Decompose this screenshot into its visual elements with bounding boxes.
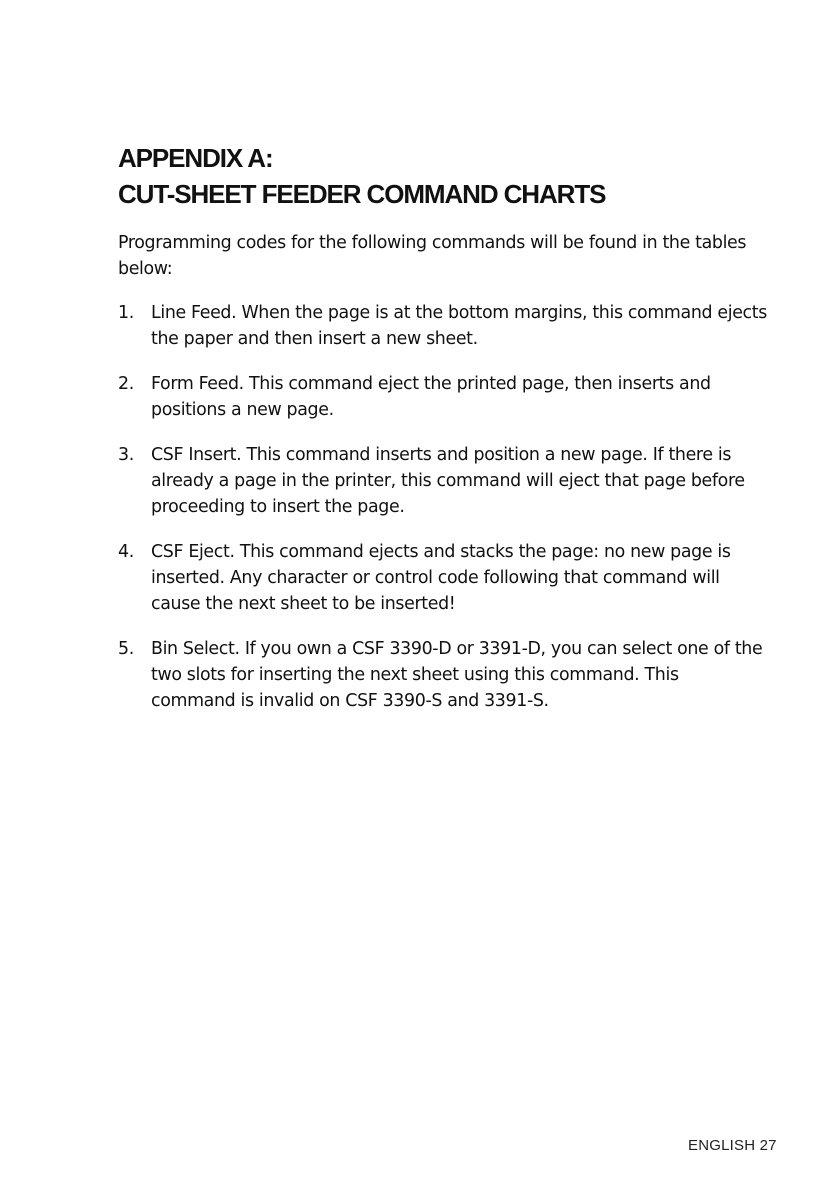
list-item [118,636,768,714]
list-item-text: CSF Insert. This command inserts and position a new page. If there is already a page in the printer, this command will eject that page before proceeding to insert the page. [151,445,745,517]
intro-paragraph: Programming codes for the following commands will be found in the tables below: [118,233,747,279]
command-list [118,300,768,733]
list-item-number: 1. [118,303,134,323]
list-item-number: 3. [118,445,134,465]
list-item-text: Line Feed. When the page is at the bottom margins, this command ejects the paper and then insert a new sheet. [151,303,767,349]
list-item [118,371,768,423]
heading-line-2: CUT-SHEET FEEDER COMMAND CHARTS [118,179,606,209]
list-item [118,442,768,520]
list-item-text: Form Feed. This command eject the printed page, then inserts and positions a new page. [151,374,711,420]
page-heading [118,140,605,212]
list-item [118,300,768,352]
heading-line-1: APPENDIX A: [118,143,273,173]
list-item [118,539,768,617]
page-footer [688,1137,777,1155]
list-item-number: 2. [118,374,134,394]
list-item-text: Bin Select. If you own a CSF 3390-D or 3391-D, you can select one of the two slots for inserting the next sheet using this command. This command is invalid on CSF 3390-S and 3391-S. [151,639,763,711]
list-item-text: CSF Eject. This command ejects and stacks the page: no new page is inserted. Any character or control code following that command will cause the next sheet to be inserted! [151,542,731,614]
footer-language: ENGLISH [688,1137,756,1154]
list-item-number: 5. [118,639,134,659]
list-item-number: 4. [118,542,134,562]
footer-page-number: 27 [759,1137,777,1154]
